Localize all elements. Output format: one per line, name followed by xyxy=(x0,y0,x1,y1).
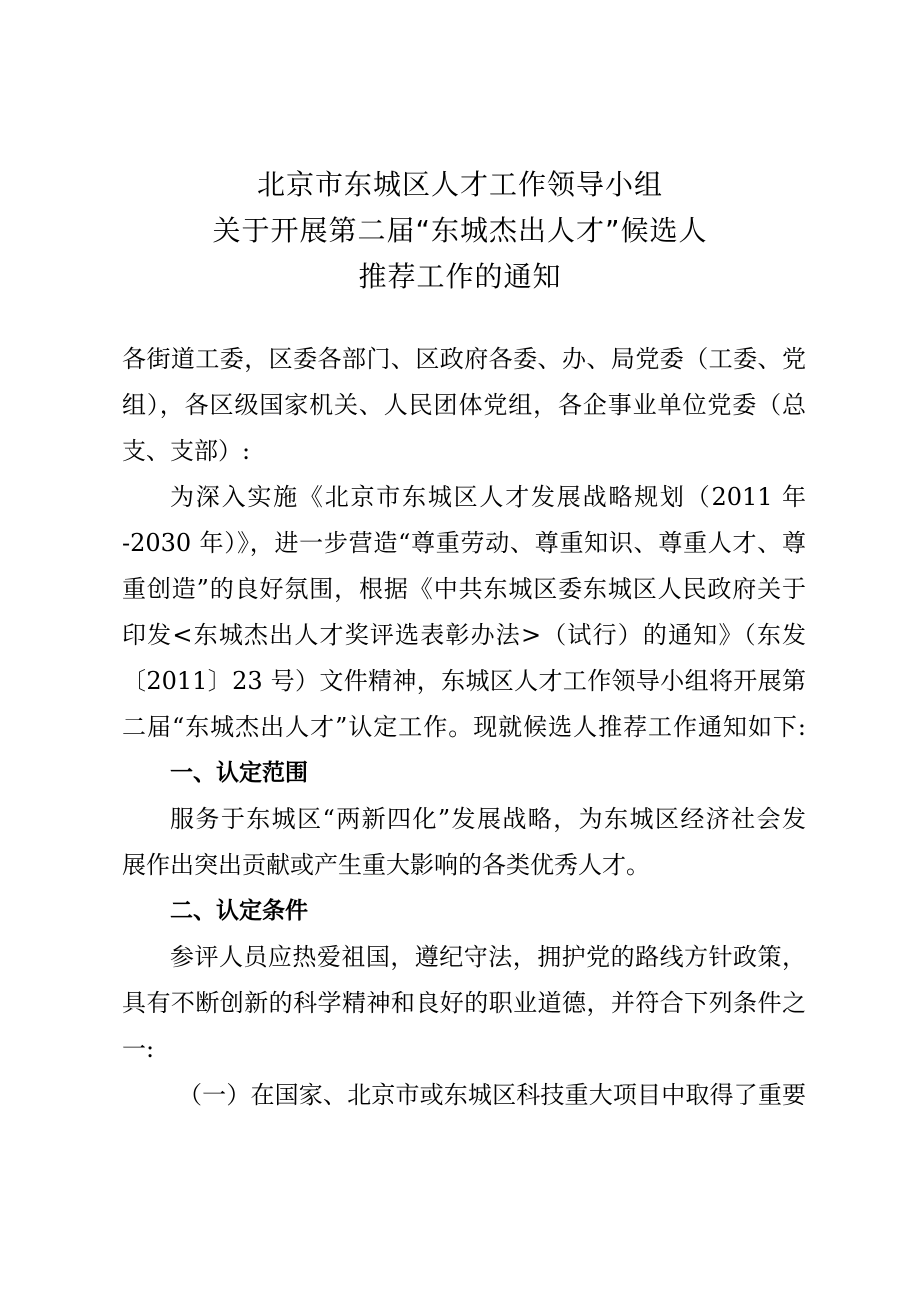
section-2-line-3: 一: xyxy=(122,1035,155,1063)
intro-line-2: -2030 年）》，进一步营造“尊重劳动、尊重知识、尊重人才、尊 xyxy=(122,529,806,557)
intro-line-6: 二届“东城杰出人才”认定工作。现就候选人推荐工作通知如下: xyxy=(122,713,806,741)
intro-line-3: 重创造”的良好氛围，根据《中共东城区委东城区人民政府关于 xyxy=(122,575,806,603)
document-body xyxy=(122,336,806,1118)
title-line-1: 北京市东城区人才工作领导小组 xyxy=(256,168,663,201)
intro-line-4: 印发<东城杰出人才奖评选表彰办法>（试行）的通知》（东发 xyxy=(122,621,806,649)
intro-line-5: 〔2011〕23 号）文件精神，东城区人才工作领导小组将开展第 xyxy=(122,667,806,695)
section-1-heading: 一、认定范围 xyxy=(170,760,308,786)
section-2-line-2: 具有不断创新的科学精神和良好的职业道德，并符合下列条件之 xyxy=(122,989,806,1017)
section-2-heading: 二、认定条件 xyxy=(170,898,308,924)
section-2-line-1: 参评人员应热爱祖国，遵纪守法，拥护党的路线方针政策， xyxy=(170,943,806,971)
document-title xyxy=(0,162,920,300)
title-line-3: 推荐工作的通知 xyxy=(358,260,562,293)
section-1-line-2: 展作出突出贡献或产生重大影响的各类优秀人才。 xyxy=(122,851,650,879)
title-line-2: 关于开展第二届“东城杰出人才”候选人 xyxy=(212,214,708,247)
item-1-line-1: （一）在国家、北京市或东城区科技重大项目中取得了重要 xyxy=(178,1081,806,1109)
addressee-line-1: 各街道工委，区委各部门、区政府各委、办、局党委（工委、党 xyxy=(122,345,806,373)
intro-line-1: 为深入实施《北京市东城区人才发展战略规划（2011 年 xyxy=(170,483,806,511)
addressee-line-2: 组），各区级国家机关、人民团体党组，各企事业单位党委（总 xyxy=(122,391,806,419)
addressee-line-3: 支、支部）: xyxy=(122,437,251,465)
section-1-line-1: 服务于东城区“两新四化”发展战略，为东城区经济社会发 xyxy=(170,805,806,833)
